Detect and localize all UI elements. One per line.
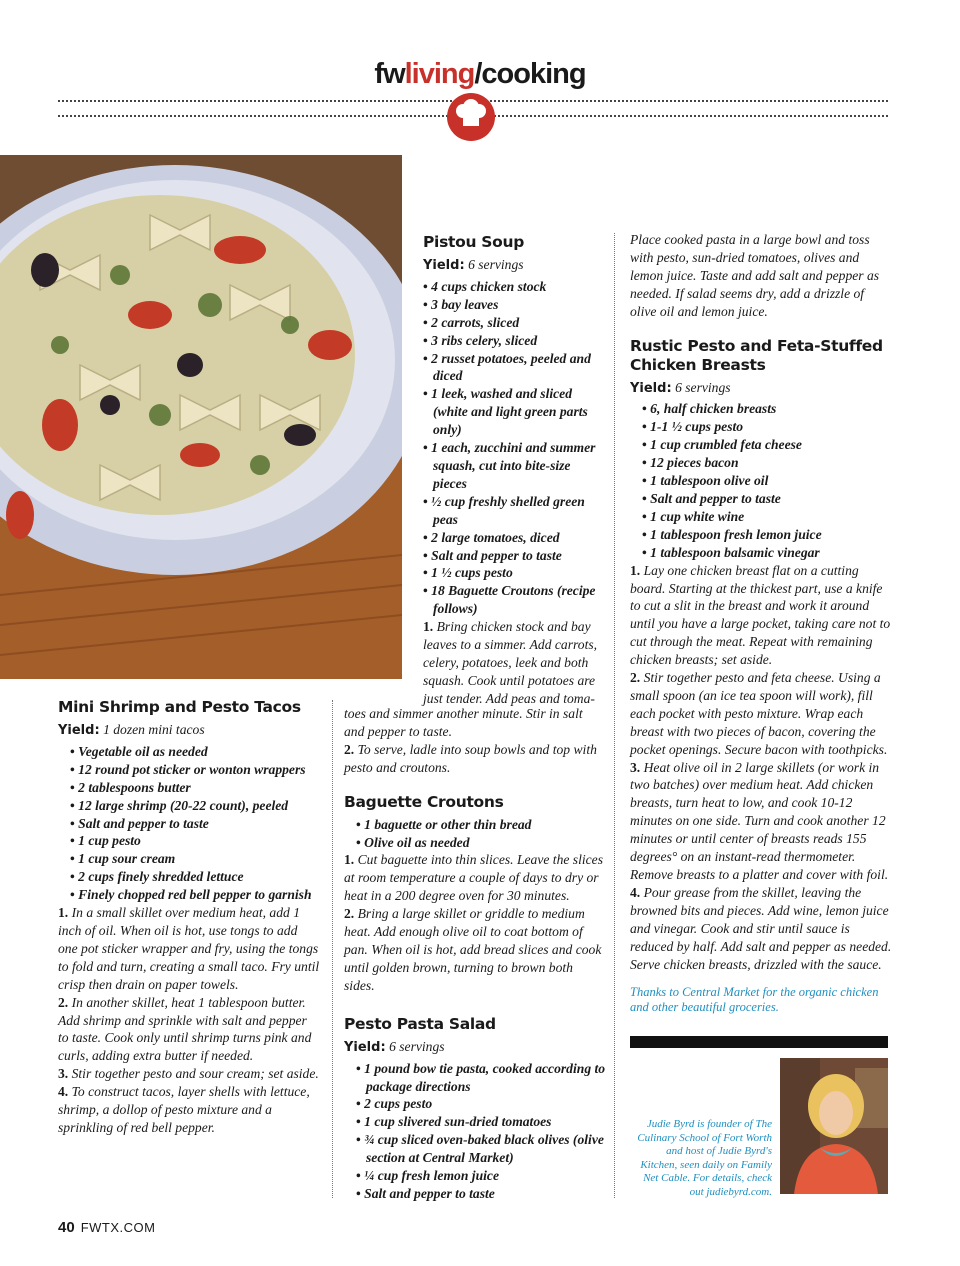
recipe-step-continued: toes and simmer another minute. Stir in salt and pepper to taste. [344,706,583,739]
recipe-step: 2. Stir together pesto and feta cheese. Using a small spoon (an ice tea spoon will work), fill each pocket with pesto mixture. Wrap each breast with two pieces of bacon, covering the pocket openings. Secure bacon with toothpicks. [630,670,888,757]
recipe-yield: Yield: 6 servings [630,379,731,396]
ingredient: • Salt and pepper to taste [70,815,320,833]
ingredient: • 2 carrots, sliced [423,314,603,332]
ingredient: • Salt and pepper to taste [423,547,603,565]
column-divider-right [614,233,615,1198]
middle-column [344,705,606,1203]
pasta-salad-photo [0,155,402,679]
recipe-step: 3. Stir together pesto and sour cream; set aside. [58,1066,319,1082]
ingredient: • 1 tablespoon balsamic vinegar [642,544,892,562]
ingredient: • 12 large shrimp (20-22 count), peeled [70,797,320,815]
ingredient: • 2 large tomatoes, diced [423,529,603,547]
ingredient: • 1 tablespoon olive oil [642,472,892,490]
masthead-cooking: /cooking [474,58,586,90]
ingredient: • Finely chopped red bell pepper to garnish [70,886,320,904]
bio-divider-bar [630,1036,888,1048]
recipe-step: 4. To construct tacos, layer shells with lettuce, shrimp, a dollop of pesto mixture and a sprinkling of red bell pepper. [58,1084,310,1135]
page-footer [58,1219,155,1236]
recipe-tacos [58,698,320,1137]
ingredient: • 3 ribs celery, sliced [423,332,603,350]
ingredient: • ½ cup freshly shelled green peas [423,493,603,529]
recipe-title: Baguette Croutons [344,792,504,811]
masthead-fw: fw [374,58,405,90]
recipe-step: 1. In a small skillet over medium heat, add 1 inch of oil. When oil is hot, use tongs to add one pot sticker wrapper and fry, using the tongs to fold and turn, creating a small taco. Fry until crisp then drain on paper towels. [58,905,320,992]
ingredient: • 1 baguette or other thin bread [356,816,606,834]
recipe-yield: Yield: 6 servings [344,1038,445,1055]
ingredient: • Salt and pepper to taste [642,490,892,508]
ingredient: • Olive oil as needed [356,834,606,852]
column-divider-left [332,700,333,1198]
ingredient: • 6, half chicken breasts [642,400,892,418]
ingredient-list [630,400,892,561]
ingredient: • 12 round pot sticker or wonton wrappers [70,761,320,779]
recipe-step: 2. In another skillet, heat 1 tablespoon butter. Add shrimp and sprinkle with salt and pepper to taste. Cook only until shrimp turns pink and curls, adding extra butter if needed. [58,994,312,1064]
recipe-step: 4. Pour grease from the skillet, leaving the browned bits and pieces. Add wine, lemon juice and vinegar. Cook and stir until sauce is reduced by half. Add salt and pepper as needed. Serve chicken breasts, drizzled with the sauce. [630,884,892,972]
ingredient: • 1 tablespoon fresh lemon juice [642,526,892,544]
ingredient: • 1 cup white wine [642,508,892,526]
author-bio: Judie Byrd is founder of The Culinary School of Fort Worth and host of Judie Byrd's Kitchen, seen daily on Family Net Cable. For details, check out judiebyrd.com. [637,1118,772,1198]
site-name: FWTX.COM [80,1220,156,1235]
masthead-living: living [404,58,475,90]
recipe-title: Mini Shrimp and Pesto Tacos [58,698,301,716]
masthead [0,58,960,91]
ingredient: • 1 leek, washed and sliced (white and light green parts only) [423,385,603,439]
recipe-step: 2. Bring a large skillet or griddle to medium heat. Add enough olive oil to coat bottom of pan. When oil is hot, add bread slices and cook until golden brown, turning to brown both sides. [344,906,602,993]
thanks-credit: Thanks to Central Market for the organic chicken and other beautiful groceries. [630,985,879,1015]
recipe-step-continued: Place cooked pasta in a large bowl and toss with pesto, sun-dried tomatoes, olives and lemon juice. Taste and add salt and pepper as needed. If salad seems dry, add a drizzle of olive oil and lemon juice. [630,232,880,319]
recipe-title: Pistou Soup [423,233,525,251]
ingredient: • 1 cup pesto [70,832,320,850]
ingredient: • 18 Baguette Croutons (recipe follows) [423,582,603,618]
recipe-yield: Yield: 6 servings [423,257,524,273]
ingredient: • Salt and pepper to taste [356,1185,606,1203]
recipe-title: Pesto Pasta Salad [344,1014,496,1033]
recipe-title: Rustic Pesto and Feta-Stuffed Chicken Breasts [630,336,883,374]
recipe-step: 2. To serve, ladle into soup bowls and top with pesto and croutons. [344,741,597,775]
recipe-pistou [423,233,603,708]
ingredient: • ¾ cup sliced oven-baked black olives (olive section at Central Market) [356,1131,606,1167]
author-portrait [780,1058,888,1194]
ingredient: • 12 pieces bacon [642,454,892,472]
ingredient: • 4 cups chicken stock [423,278,603,296]
recipe-yield: Yield: 1 dozen mini tacos [58,722,205,738]
recipe-step: 1. Bring chicken stock and bay leaves to a simmer. Add carrots, celery, potatoes, leek and both squash. Cook until potatoes are just tender. Add peas and toma- [423,619,598,706]
recipe-step: 3. Heat olive oil in 2 large skillets (or work in two batches) over medium heat. Add chicken breasts, turn heat to low, and cook 10-12 minutes on one side. Turn and cook another 12 minutes or until center of breasts reads 155 degrees° on an instant-read thermometer. Remove breasts to a platter and cover with foil. [630,759,889,882]
ingredient: • 1 ½ cups pesto [423,564,603,582]
ingredient: • 1 cup slivered sun-dried tomatoes [356,1113,606,1131]
ingredient: • 1 each, zucchini and summer squash, cut into bite-size pieces [423,439,603,493]
ingredient: • 1 cup crumbled feta cheese [642,436,892,454]
ingredient: • 1 pound bow tie pasta, cooked according to package directions [356,1060,606,1096]
chef-hat-icon [446,92,496,142]
ingredient-list [58,743,320,904]
ingredient: • ¼ cup fresh lemon juice [356,1167,606,1185]
right-column [630,231,892,1015]
recipe-step: 1. Lay one chicken breast flat on a cutting board. Starting at the thickest part, use a knife to cut a slit in the breast and work it around until you have a large pocket, taking care not to cut through the meat. Repeat with remaining chicken breasts; set aside. [630,562,891,668]
ingredient: • 2 cups finely shredded lettuce [70,868,320,886]
ingredient-list [344,1060,606,1203]
ingredient: • 2 tablespoons butter [70,779,320,797]
ingredient-list [423,278,603,618]
ingredient: • 2 russet potatoes, peeled and diced [423,350,603,386]
ingredient: • 3 bay leaves [423,296,603,314]
page-number: 40 [58,1219,75,1236]
ingredient-list [344,816,606,852]
ingredient: • 1 cup sour cream [70,850,320,868]
ingredient: • Vegetable oil as needed [70,743,320,761]
recipe-step: 1. Cut baguette into thin slices. Leave the slices at room temperature a couple of days to dry or heat in a 200 degree oven for 30 minutes. [344,852,604,904]
ingredient: • 2 cups pesto [356,1095,606,1113]
ingredient: • 1-1 ½ cups pesto [642,418,892,436]
